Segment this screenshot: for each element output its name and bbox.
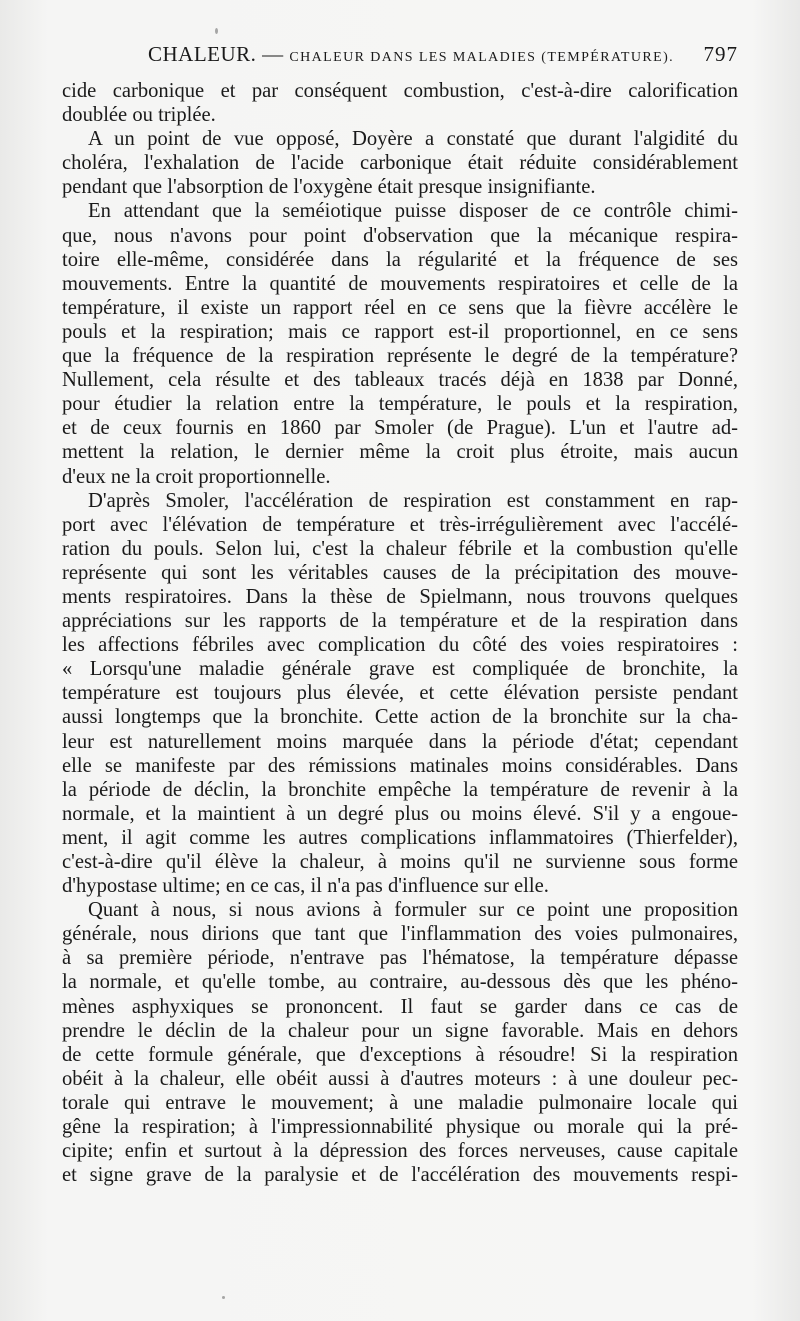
text-line: gêne la respiration; à l'impressionnabilité physique ou morale qui la pré- <box>62 1116 738 1139</box>
text-line: que, nous n'avons pour point d'observation que la mécanique respira- <box>62 224 738 247</box>
text-line: température, il existe un rapport réel en ce sens que la fièvre accélère le <box>62 296 738 319</box>
paragraph-start-line: D'après Smoler, l'accélération de respiration est constamment en rap- <box>88 489 738 512</box>
page-number: 797 <box>703 42 738 66</box>
text-line: et signe grave de la paralysie et de l'accélération des mouvements respi- <box>62 1164 738 1187</box>
quote-line: normale, et la maintient à un degré plus ou moins élevé. S'il y a engoue- <box>62 802 738 825</box>
text-line: mouvements. Entre la quantité de mouvements respiratoires et celle de la <box>62 272 738 295</box>
text-line: pouls et la respiration; mais ce rapport est-il proportionnel, en ce sens <box>62 320 738 343</box>
text-line: prendre le déclin de la chaleur pour un signe favorable. Mais en dehors <box>62 1019 738 1042</box>
quote-line: elle se manifeste par des rémissions matinales moins considérables. Dans <box>62 754 738 777</box>
text-line: appréciations sur les rapports de la température et de la respiration dans <box>62 610 738 633</box>
text-line: les affections fébriles avec complication du côté des voies respiratoires : <box>62 634 738 657</box>
text-line: ments respiratoires. Dans la thèse de Spielmann, nous trouvons quelques <box>62 585 738 608</box>
text-line: mettent la relation, le dernier même la croit plus étroite, mais aucun <box>62 441 738 464</box>
quote-line: d'hypostase ultime; en ce cas, il n'a pas d'influence sur elle. <box>62 875 549 898</box>
text-line: toire elle-même, considérée dans la régularité et la fréquence de ses <box>62 248 738 271</box>
print-speck <box>222 1296 225 1299</box>
text-line: la normale, et qu'elle tombe, au contraire, au-dessous dès que les phéno- <box>62 971 738 994</box>
paragraph-start-line: A un point de vue opposé, Doyère a constaté que durant l'algidité du <box>88 128 738 151</box>
text-line: que la fréquence de la respiration représente le degré de la température? <box>62 345 738 368</box>
text-line: choléra, l'exhalation de l'acide carbonique était réduite considérablement <box>62 152 738 175</box>
quote-line: la période de déclin, la bronchite empêche la température de revenir à la <box>62 778 738 801</box>
paragraph-start-line: En attendant que la seméiotique puisse disposer de ce contrôle chimi- <box>88 200 738 223</box>
quote-line: « Lorsqu'une maladie générale grave est compliquée de bronchite, la <box>62 658 738 681</box>
text-line: représente qui sont les véritables causes de la précipitation des mouve- <box>62 561 738 584</box>
paragraph-start-line: Quant à nous, si nous avions à formuler sur ce point une proposition <box>88 899 738 922</box>
text-line: générale, nous dirions que tant que l'inflammation des voies pulmonaires, <box>62 923 738 946</box>
quote-line: leur est naturellement moins marquée dans la période d'état; cependant <box>62 730 738 753</box>
quote-line: aussi longtemps que la bronchite. Cette action de la bronchite sur la cha- <box>62 706 738 729</box>
text-line: torale qui entrave le mouvement; à une maladie pulmonaire locale qui <box>62 1091 738 1114</box>
text-line: cide carbonique et par conséquent combustion, c'est-à-dire calorification <box>62 80 738 102</box>
text-line: et de ceux fournis en 1860 par Smoler (de Prague). L'un et l'autre ad- <box>62 417 738 440</box>
text-line: obéit à la chaleur, elle obéit aussi à d'autres moteurs : à une douleur pec- <box>62 1067 738 1090</box>
text-line: d'eux ne la croit proportionnelle. <box>62 465 331 488</box>
quote-line: température est toujours plus élevée, et cette élévation persiste pendant <box>62 682 738 705</box>
text-line: port avec l'élévation de température et très-irrégulièrement avec l'accélé- <box>62 513 738 536</box>
quote-line: ment, il agit comme les autres complications inflammatoires (Thierfelder), <box>62 826 738 849</box>
text-line: à sa première période, n'entrave pas l'hématose, la température dépasse <box>62 947 738 970</box>
quote-line: c'est-à-dire qu'il élève la chaleur, à moins qu'il ne survienne sous forme <box>62 851 738 873</box>
text-line: cipite; enfin et surtout à la dépression des forces nerveuses, cause capitale <box>62 1140 738 1163</box>
print-speck <box>215 28 218 34</box>
body-text <box>62 79 738 1187</box>
text-line: doublée ou triplée. <box>62 104 216 127</box>
text-line: ration du pouls. Selon lui, c'est la chaleur fébrile et la combustion qu'elle <box>62 537 738 560</box>
text-line: de cette formule générale, que d'exceptions à résoudre! Si la respiration <box>62 1043 738 1066</box>
page-header <box>62 42 738 76</box>
text-line: mènes asphyxiques se prononcent. Il faut se garder dans ce cas de <box>62 995 738 1018</box>
text-line: pour étudier la relation entre la température, le pouls et la respiration, <box>62 393 738 416</box>
running-title-sub: CHALEUR DANS LES MALADIES (TEMPÉRATURE). <box>289 50 675 65</box>
text-line: pendant que l'absorption de l'oxygène était presque insignifiante. <box>62 176 596 199</box>
running-title-main: CHALEUR. — <box>148 42 290 66</box>
text-line: Nullement, cela résulte et des tableaux tracés déjà en 1838 par Donné, <box>62 369 738 392</box>
running-title <box>148 42 674 67</box>
